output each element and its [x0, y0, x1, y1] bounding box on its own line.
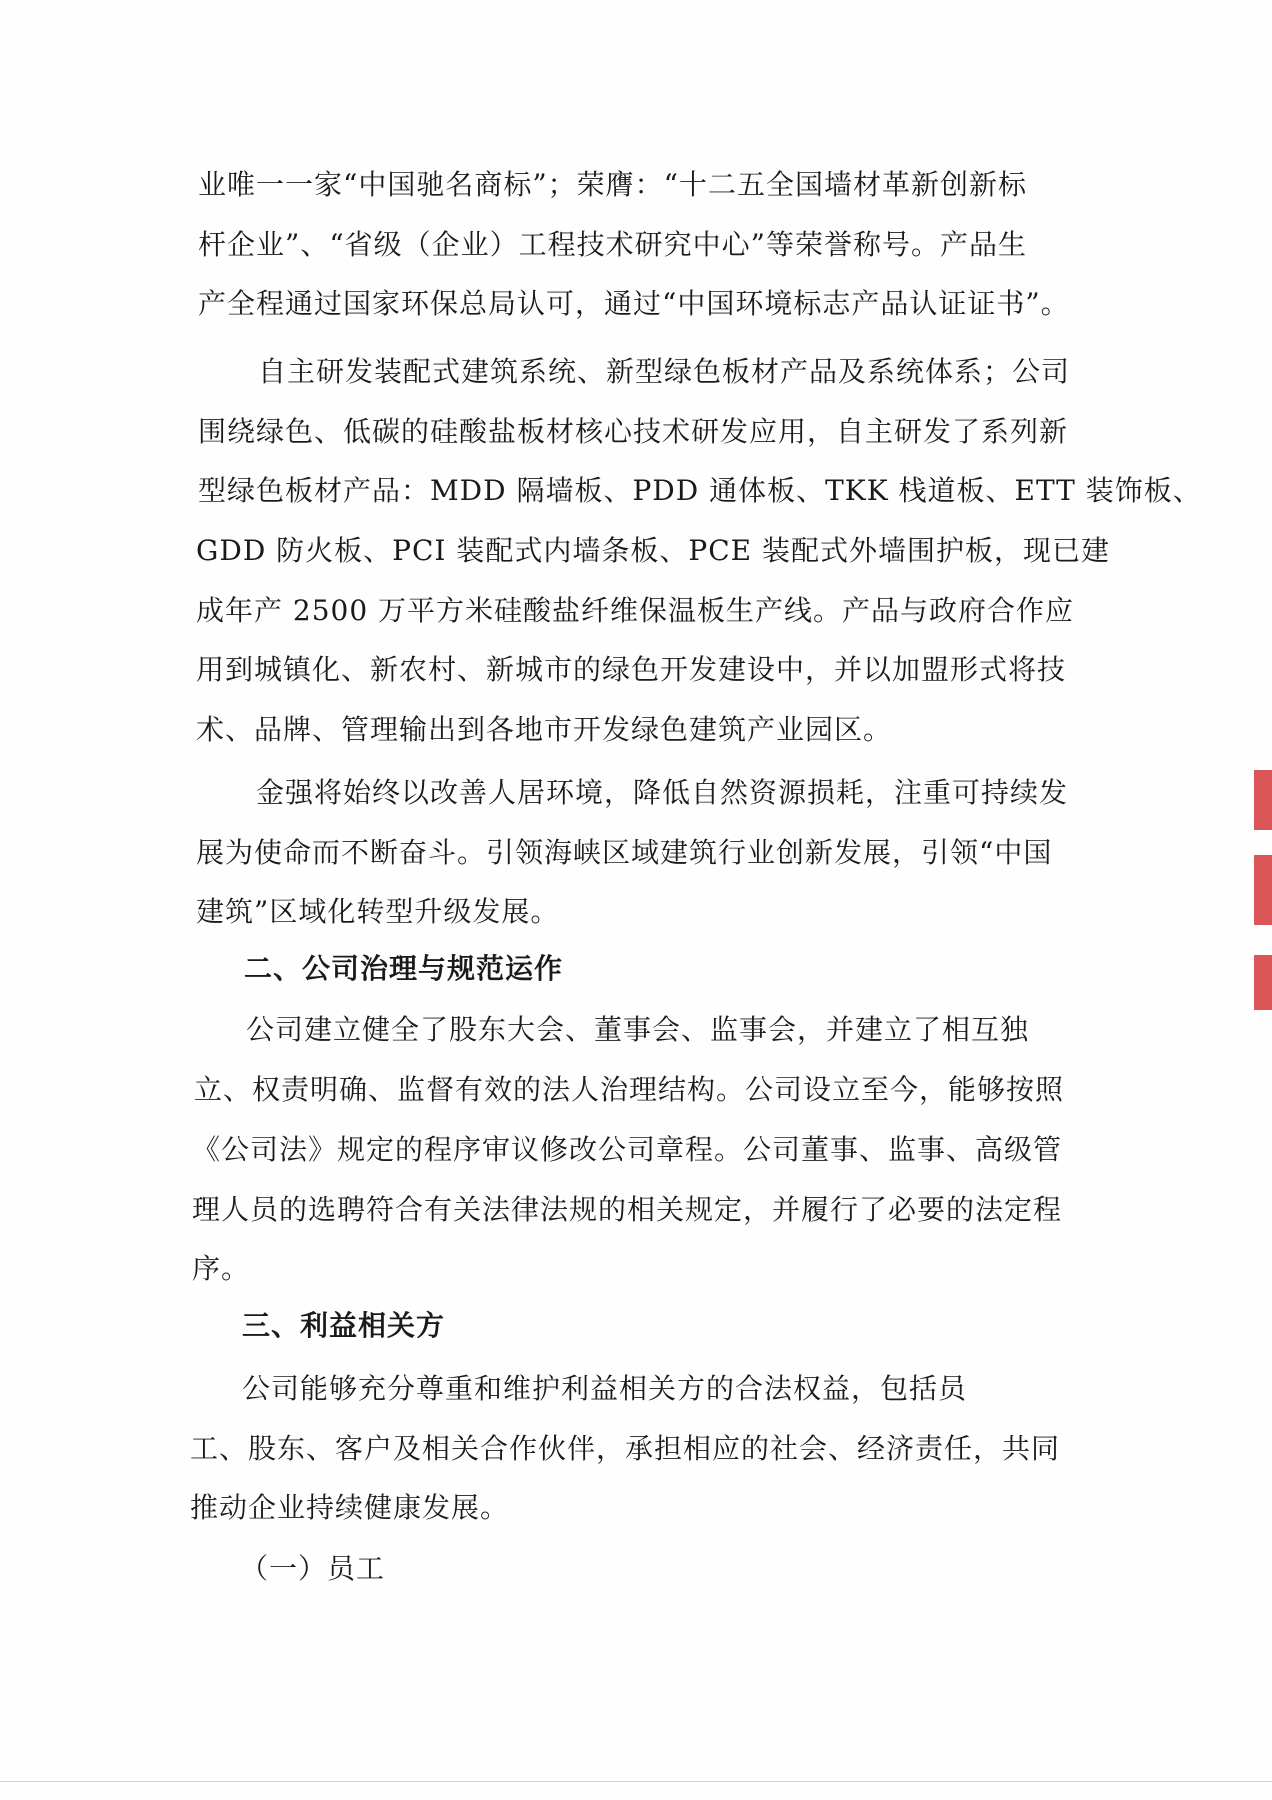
paragraph-line-4: 自主研发装配式建筑系统、新型绿色板材产品及系统体系；公司 — [258, 355, 1071, 388]
paragraph-line-2: 杆企业”、“省级（企业）工程技术研究中心”等荣誉称号。产品生 — [198, 228, 1027, 261]
paragraph-line-13: 建筑”区域化转型升级发展。 — [196, 895, 560, 928]
paragraph-line-3: 产全程通过国家环保总局认可，通过“中国环境标志产品认证证书”。 — [198, 287, 1070, 320]
paragraph-line-14: 公司建立健全了股东大会、董事会、监事会，并建立了相互独 — [246, 1013, 1030, 1046]
paragraph-line-5: 围绕绿色、低碳的硅酸盐板材核心技术研发应用，自主研发了系列新 — [198, 415, 1069, 448]
paragraph-line-19: 公司能够充分尊重和维护利益相关方的合法权益，包括员 — [242, 1372, 968, 1405]
scan-bottom-edge — [0, 1781, 1272, 1782]
paragraph-line-21: 推动企业持续健康发展。 — [190, 1491, 510, 1524]
paragraph-line-8: 成年产 2500 万平方米硅酸盐纤维保温板生产线。产品与政府合作应 — [196, 594, 1075, 627]
paragraph-line-6: 型绿色板材产品：MDD 隔墙板、PDD 通体板、TKK 栈道板、ETT 装饰板、 — [198, 474, 1202, 507]
section-heading-governance: 二、公司治理与规范运作 — [244, 952, 564, 985]
paragraph-line-11: 金强将始终以改善人居环境，降低自然资源损耗，注重可持续发 — [256, 776, 1069, 809]
paragraph-line-1: 业唯一一家“中国驰名商标”；荣膺：“十二五全国墙材革新创新标 — [198, 168, 1027, 201]
paragraph-line-17: 理人员的选聘符合有关法律法规的相关规定，并履行了必要的法定程 — [192, 1193, 1063, 1226]
paragraph-line-20: 工、股东、客户及相关合作伙伴，承担相应的社会、经济责任，共同 — [190, 1432, 1061, 1465]
subsection-heading-employees: （一）员工 — [240, 1552, 386, 1585]
paragraph-line-12: 展为使命而不断奋斗。引领海峡区域建筑行业创新发展，引领“中国 — [196, 836, 1053, 869]
paragraph-line-18: 序。 — [192, 1252, 251, 1285]
paragraph-line-9: 用到城镇化、新农村、新城市的绿色开发建设中，并以加盟形式将技 — [196, 653, 1067, 686]
paragraph-line-16: 《公司法》规定的程序审议修改公司章程。公司董事、监事、高级管 — [192, 1133, 1063, 1166]
section-heading-stakeholders: 三、利益相关方 — [242, 1309, 446, 1342]
paragraph-line-15: 立、权责明确、监督有效的法人治理结构。公司设立至今，能够按照 — [194, 1073, 1065, 1106]
paragraph-line-10: 术、品牌、管理输出到各地市开发绿色建筑产业园区。 — [196, 713, 893, 746]
red-seal-stamp-edge — [1250, 770, 1272, 1020]
paragraph-line-7: GDD 防火板、PCI 装配式内墙条板、PCE 装配式外墙围护板，现已建 — [196, 534, 1110, 567]
